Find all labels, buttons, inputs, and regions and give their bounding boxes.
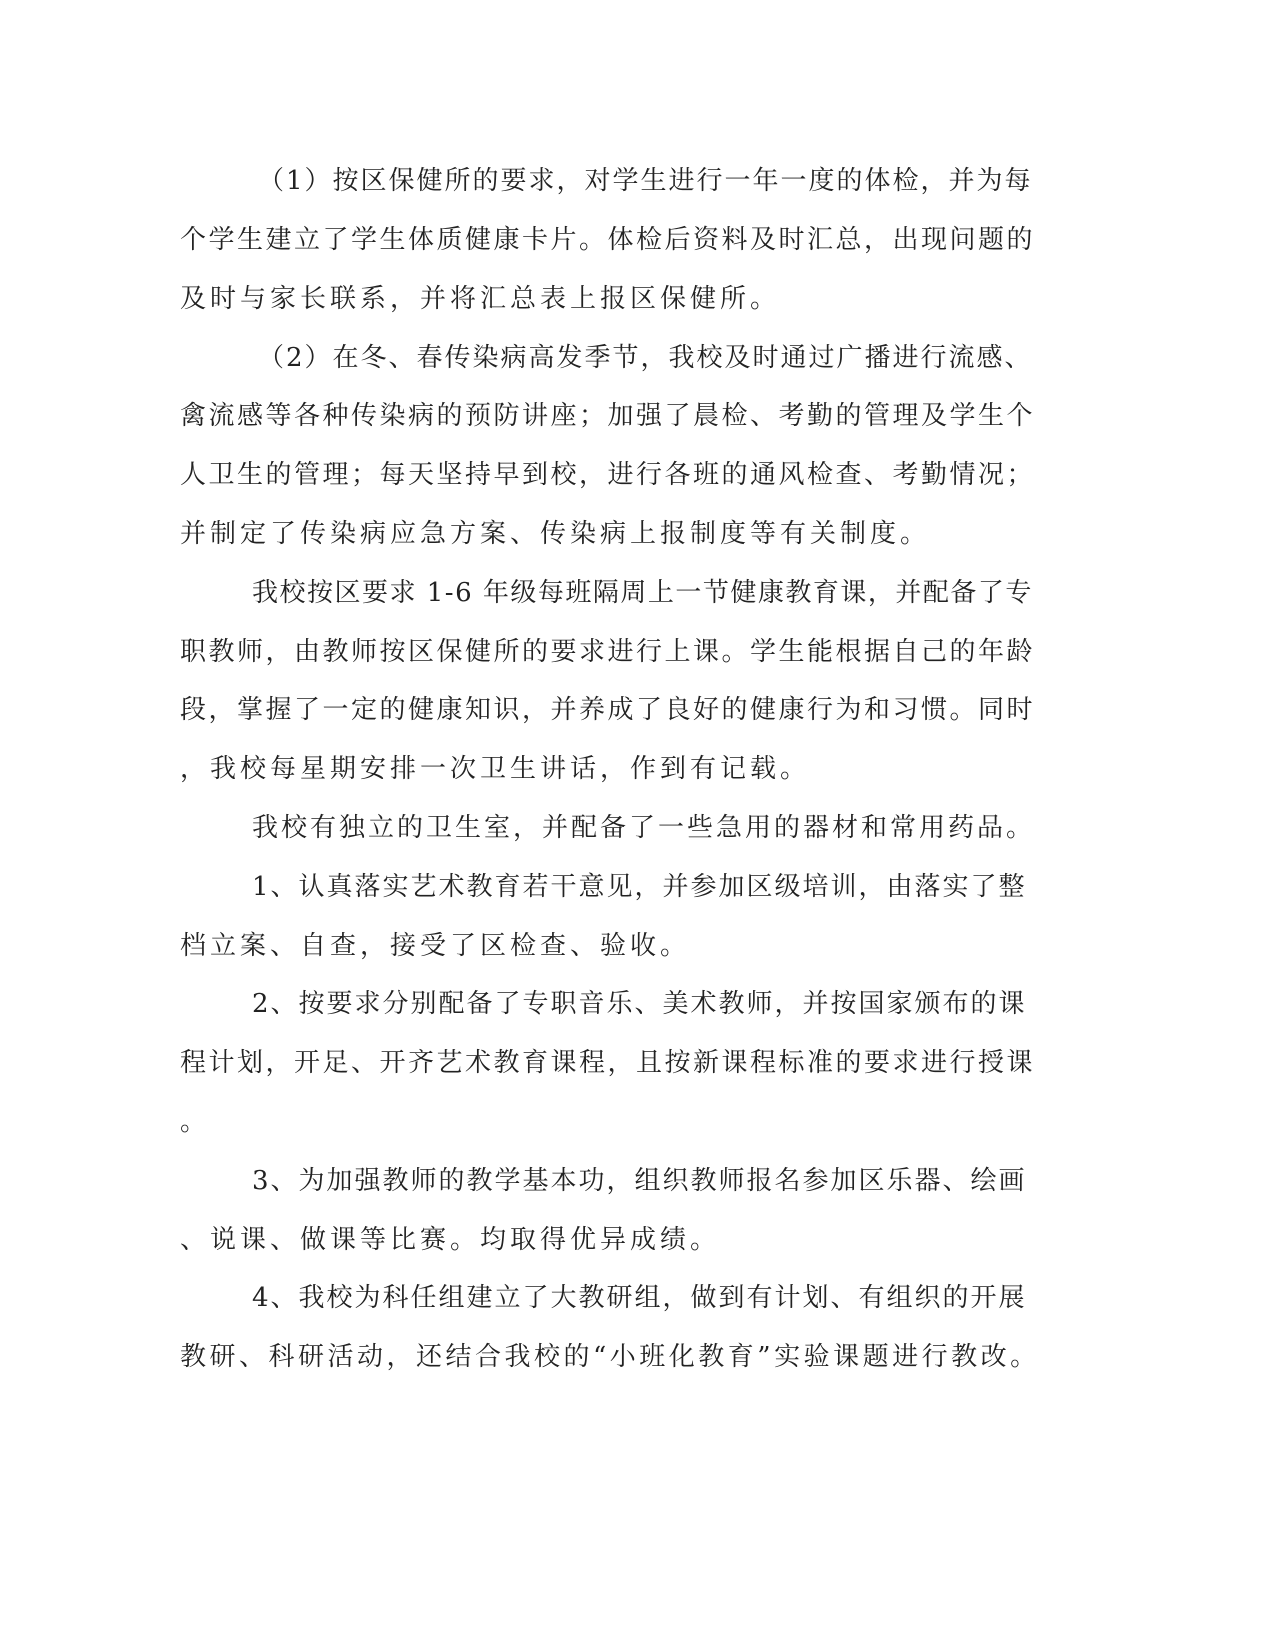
text-line: 。 bbox=[180, 1107, 211, 1137]
text-line: 4、我校为科任组建立了大教研组，做到有计划、有组织的开展 bbox=[252, 1283, 1027, 1313]
text-line: 教研、科研活动，还结合我校的“小班化教育”实验课题进行教改。 bbox=[180, 1342, 1040, 1372]
text-line: 段，掌握了一定的健康知识，并养成了良好的健康行为和习惯。同时 bbox=[180, 695, 1036, 725]
text-line: 及时与家长联系，并将汇总表上报区保健所。 bbox=[180, 284, 781, 314]
text-line: 档立案、自查，接受了区检查、验收。 bbox=[180, 931, 691, 961]
text-line: 、说课、做课等比赛。均取得优异成绩。 bbox=[180, 1225, 721, 1255]
text-line: 我校按区要求 1-6 年级每班隔周上一节健康教育课，并配备了专 bbox=[252, 578, 1033, 608]
text-line: （2）在冬、春传染病高发季节，我校及时通过广播进行流感、 bbox=[258, 343, 1033, 373]
text-line: ，我校每星期安排一次卫生讲话，作到有记载。 bbox=[180, 754, 811, 784]
text-line: 1、认真落实艺术教育若干意见，并参加区级培训，由落实了整 bbox=[252, 872, 1027, 902]
text-line: 2、按要求分别配备了专职音乐、美术教师，并按国家颁布的课 bbox=[252, 989, 1027, 1019]
text-line: 3、为加强教师的教学基本功，组织教师报名参加区乐器、绘画 bbox=[252, 1166, 1027, 1196]
text-line: 人卫生的管理；每天坚持早到校，进行各班的通风检查、考勤情况； bbox=[180, 460, 1036, 490]
text-line: （1）按区保健所的要求，对学生进行一年一度的体检，并为每 bbox=[258, 166, 1033, 196]
text-line: 个学生建立了学生体质健康卡片。体检后资料及时汇总，出现问题的 bbox=[180, 225, 1036, 255]
text-line: 职教师，由教师按区保健所的要求进行上课。学生能根据自己的年龄 bbox=[180, 637, 1036, 667]
text-line: 并制定了传染病应急方案、传染病上报制度等有关制度。 bbox=[180, 519, 931, 549]
text-line: 禽流感等各种传染病的预防讲座；加强了晨检、考勤的管理及学生个 bbox=[180, 401, 1036, 431]
text-line: 程计划，开足、开齐艺术教育课程，且按新课程标准的要求进行授课 bbox=[180, 1048, 1036, 1078]
text-line: 我校有独立的卫生室，并配备了一些急用的器材和常用药品。 bbox=[252, 813, 1036, 843]
